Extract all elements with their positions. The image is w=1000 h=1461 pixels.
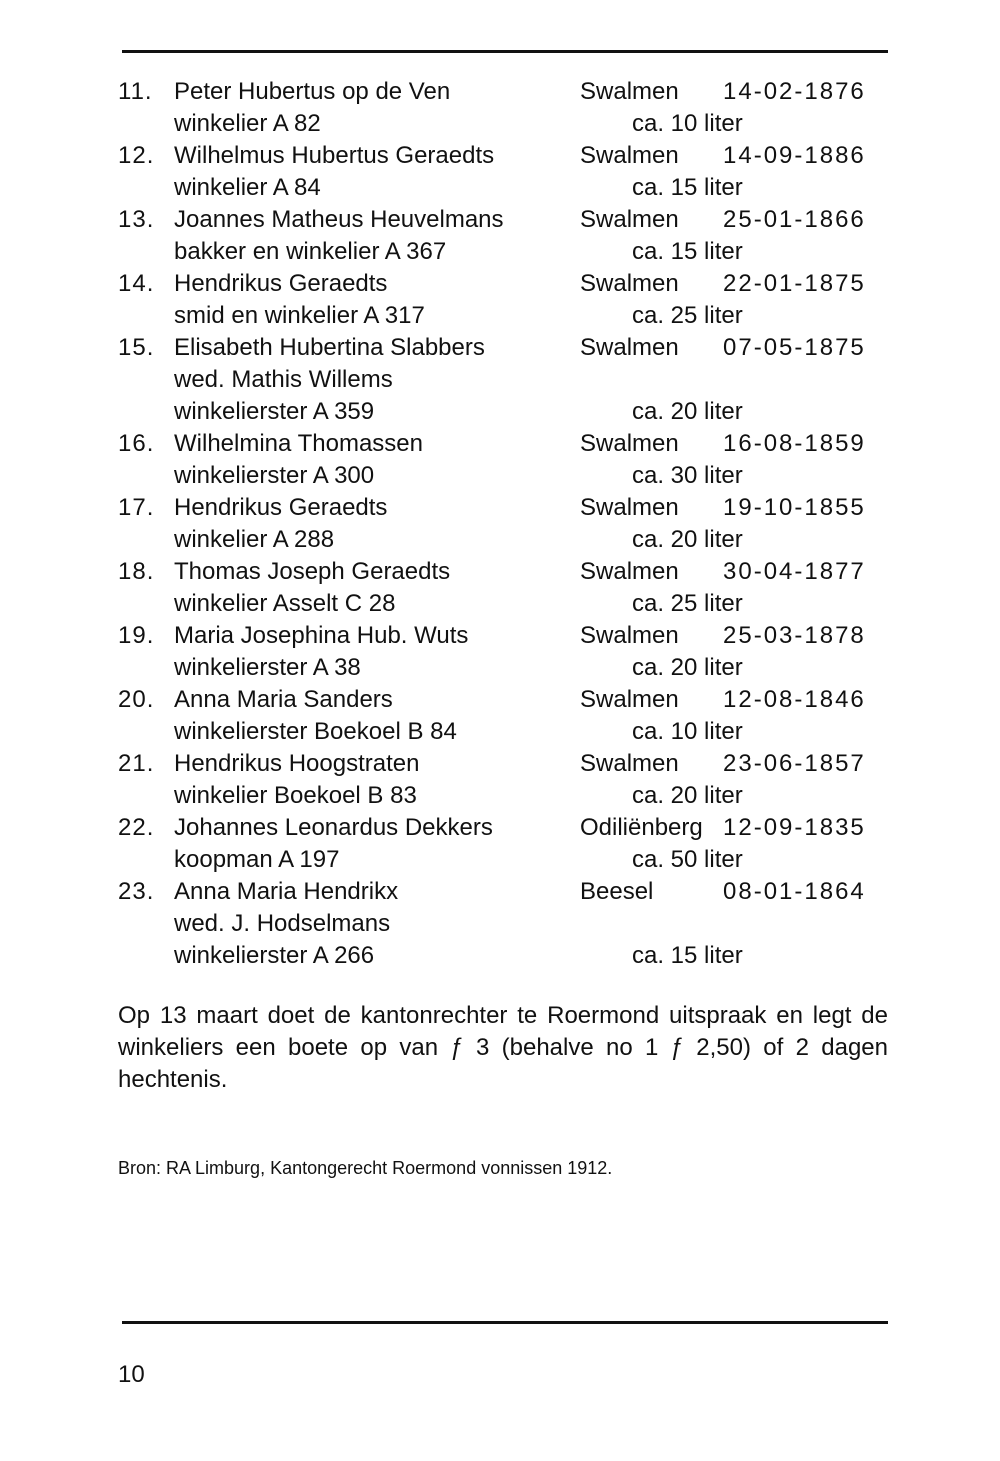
entry-name: Hendrikus Geraedts bbox=[174, 270, 388, 297]
entry-name-line bbox=[0, 748, 1000, 780]
entry-description: winkelier A 84 bbox=[174, 174, 321, 201]
entry-description: winkelier A 288 bbox=[174, 526, 335, 553]
entry-name-line bbox=[0, 556, 1000, 588]
entry-name: Anna Maria Hendrikx bbox=[174, 878, 399, 905]
entry-quantity: ca. 10 liter bbox=[632, 110, 743, 137]
entry-quantity: ca. 20 liter bbox=[632, 782, 743, 809]
entry-name-line bbox=[0, 620, 1000, 652]
entry-name-line bbox=[0, 812, 1000, 844]
entry-place: Swalmen bbox=[580, 622, 679, 649]
entry-place: Swalmen bbox=[580, 430, 679, 457]
entry-quantity: ca. 15 liter bbox=[632, 238, 743, 265]
entry-name: Joannes Matheus Heuvelmans bbox=[174, 206, 504, 233]
entry-quantity: ca. 50 liter bbox=[632, 846, 743, 873]
entry-place: Swalmen bbox=[580, 142, 679, 169]
entry-quantity: ca. 25 liter bbox=[632, 590, 743, 617]
entry-number: 20. bbox=[118, 686, 155, 713]
entry-date: 16-08-1859 bbox=[723, 430, 866, 457]
entry-description: winkelierster A 38 bbox=[174, 654, 361, 681]
entry-date: 25-03-1878 bbox=[723, 622, 866, 649]
entry-detail-line bbox=[0, 236, 1000, 268]
entry-description: winkelierster A 359 bbox=[174, 398, 375, 425]
entry-number: 19. bbox=[118, 622, 155, 649]
entry-detail-line bbox=[0, 588, 1000, 620]
entry-quantity: ca. 15 liter bbox=[632, 174, 743, 201]
entry-name: Hendrikus Hoogstraten bbox=[174, 750, 420, 777]
entry-detail-line bbox=[0, 364, 1000, 396]
entry-description: bakker en winkelier A 367 bbox=[174, 238, 447, 265]
entry-name-line bbox=[0, 876, 1000, 908]
entry-detail-line bbox=[0, 524, 1000, 556]
entry-name-line bbox=[0, 684, 1000, 716]
entry-description: winkelierster A 300 bbox=[174, 462, 375, 489]
list-item bbox=[0, 332, 1000, 428]
entry-quantity: ca. 10 liter bbox=[632, 718, 743, 745]
entry-date: 14-02-1876 bbox=[723, 78, 866, 105]
entry-name-line bbox=[0, 140, 1000, 172]
entry-name: Elisabeth Hubertina Slabbers bbox=[174, 334, 485, 361]
entry-number: 11. bbox=[118, 78, 153, 105]
entry-date: 30-04-1877 bbox=[723, 558, 866, 585]
entry-number: 23. bbox=[118, 878, 155, 905]
entry-quantity: ca. 15 liter bbox=[632, 942, 743, 969]
entry-description: wed. J. Hodselmans bbox=[174, 910, 391, 937]
entry-description: winkelier A 82 bbox=[174, 110, 321, 137]
entry-detail-line bbox=[0, 780, 1000, 812]
entry-date: 12-09-1835 bbox=[723, 814, 866, 841]
entry-description: wed. Mathis Willems bbox=[174, 366, 393, 393]
entry-detail-line bbox=[0, 300, 1000, 332]
list-item bbox=[0, 620, 1000, 684]
entry-name: Thomas Joseph Geraedts bbox=[174, 558, 451, 585]
entry-name: Maria Josephina Hub. Wuts bbox=[174, 622, 469, 649]
list-item bbox=[0, 492, 1000, 556]
bottom-rule bbox=[122, 1321, 888, 1324]
page-number: 10 bbox=[118, 1361, 145, 1388]
verdict-paragraph: Op 13 maart doet de kantonrechter te Roermond uitspraak en legt de winkeliers een boete op van ƒ 3 (behalve no 1 ƒ 2,50) of 2 dagen hechtenis. bbox=[118, 1002, 888, 1093]
entry-place: Swalmen bbox=[580, 558, 679, 585]
entry-number: 21. bbox=[118, 750, 155, 777]
entry-detail-line bbox=[0, 460, 1000, 492]
list-item bbox=[0, 204, 1000, 268]
list-item bbox=[0, 76, 1000, 140]
entry-number: 22. bbox=[118, 814, 155, 841]
entry-name: Hendrikus Geraedts bbox=[174, 494, 388, 521]
entry-place: Swalmen bbox=[580, 686, 679, 713]
entry-name-line bbox=[0, 428, 1000, 460]
entry-name-line bbox=[0, 76, 1000, 108]
list-item bbox=[0, 428, 1000, 492]
entry-detail-line bbox=[0, 940, 1000, 972]
entry-name: Wilhelmus Hubertus Geraedts bbox=[174, 142, 495, 169]
entry-quantity: ca. 20 liter bbox=[632, 654, 743, 681]
entry-date: 14-09-1886 bbox=[723, 142, 866, 169]
entry-name-line bbox=[0, 268, 1000, 300]
entry-date: 19-10-1855 bbox=[723, 494, 866, 521]
entry-description: koopman A 197 bbox=[174, 846, 340, 873]
entry-name-line bbox=[0, 332, 1000, 364]
entry-description: winkelierster Boekoel B 84 bbox=[174, 718, 457, 745]
entry-name-line bbox=[0, 204, 1000, 236]
entry-place: Swalmen bbox=[580, 206, 679, 233]
entry-place: Beesel bbox=[580, 878, 654, 905]
entry-place: Swalmen bbox=[580, 78, 679, 105]
source-note: Bron: RA Limburg, Kantongerecht Roermond vonnissen 1912. bbox=[118, 1158, 613, 1178]
entry-description: winkelierster A 266 bbox=[174, 942, 375, 969]
entry-quantity: ca. 20 liter bbox=[632, 398, 743, 425]
entry-description: winkelier Boekoel B 83 bbox=[174, 782, 417, 809]
entry-place: Swalmen bbox=[580, 750, 679, 777]
entry-place: Swalmen bbox=[580, 270, 679, 297]
list-item bbox=[0, 748, 1000, 812]
entry-name: Wilhelmina Thomassen bbox=[174, 430, 423, 457]
entry-detail-line bbox=[0, 108, 1000, 140]
entry-quantity: ca. 25 liter bbox=[632, 302, 743, 329]
entry-date: 25-01-1866 bbox=[723, 206, 866, 233]
entry-name-line bbox=[0, 492, 1000, 524]
list-item bbox=[0, 268, 1000, 332]
entry-description: smid en winkelier A 317 bbox=[174, 302, 425, 329]
entry-name: Johannes Leonardus Dekkers bbox=[174, 814, 493, 841]
entry-list bbox=[0, 76, 1000, 972]
entry-number: 15. bbox=[118, 334, 155, 361]
entry-detail-line bbox=[0, 844, 1000, 876]
entry-number: 12. bbox=[118, 142, 155, 169]
entry-number: 14. bbox=[118, 270, 155, 297]
entry-date: 22-01-1875 bbox=[723, 270, 866, 297]
entry-date: 08-01-1864 bbox=[723, 878, 866, 905]
entry-detail-line bbox=[0, 652, 1000, 684]
entry-detail-line bbox=[0, 172, 1000, 204]
entry-place: Odiliënberg bbox=[580, 814, 703, 841]
entry-name: Peter Hubertus op de Ven bbox=[174, 78, 451, 105]
entry-place: Swalmen bbox=[580, 334, 679, 361]
entry-date: 23-06-1857 bbox=[723, 750, 866, 777]
entry-description: winkelier Asselt C 28 bbox=[174, 590, 396, 617]
list-item bbox=[0, 812, 1000, 876]
entry-detail-line bbox=[0, 396, 1000, 428]
list-item bbox=[0, 140, 1000, 204]
entry-number: 13. bbox=[118, 206, 155, 233]
entry-quantity: ca. 20 liter bbox=[632, 526, 743, 553]
entry-number: 18. bbox=[118, 558, 155, 585]
entry-date: 07-05-1875 bbox=[723, 334, 866, 361]
entry-quantity: ca. 30 liter bbox=[632, 462, 743, 489]
entry-detail-line bbox=[0, 908, 1000, 940]
list-item bbox=[0, 684, 1000, 748]
entry-place: Swalmen bbox=[580, 494, 679, 521]
entry-name: Anna Maria Sanders bbox=[174, 686, 393, 713]
list-item bbox=[0, 556, 1000, 620]
entry-number: 17. bbox=[118, 494, 155, 521]
entry-date: 12-08-1846 bbox=[723, 686, 866, 713]
top-rule bbox=[122, 50, 888, 53]
list-item bbox=[0, 876, 1000, 972]
entry-detail-line bbox=[0, 716, 1000, 748]
entry-number: 16. bbox=[118, 430, 155, 457]
